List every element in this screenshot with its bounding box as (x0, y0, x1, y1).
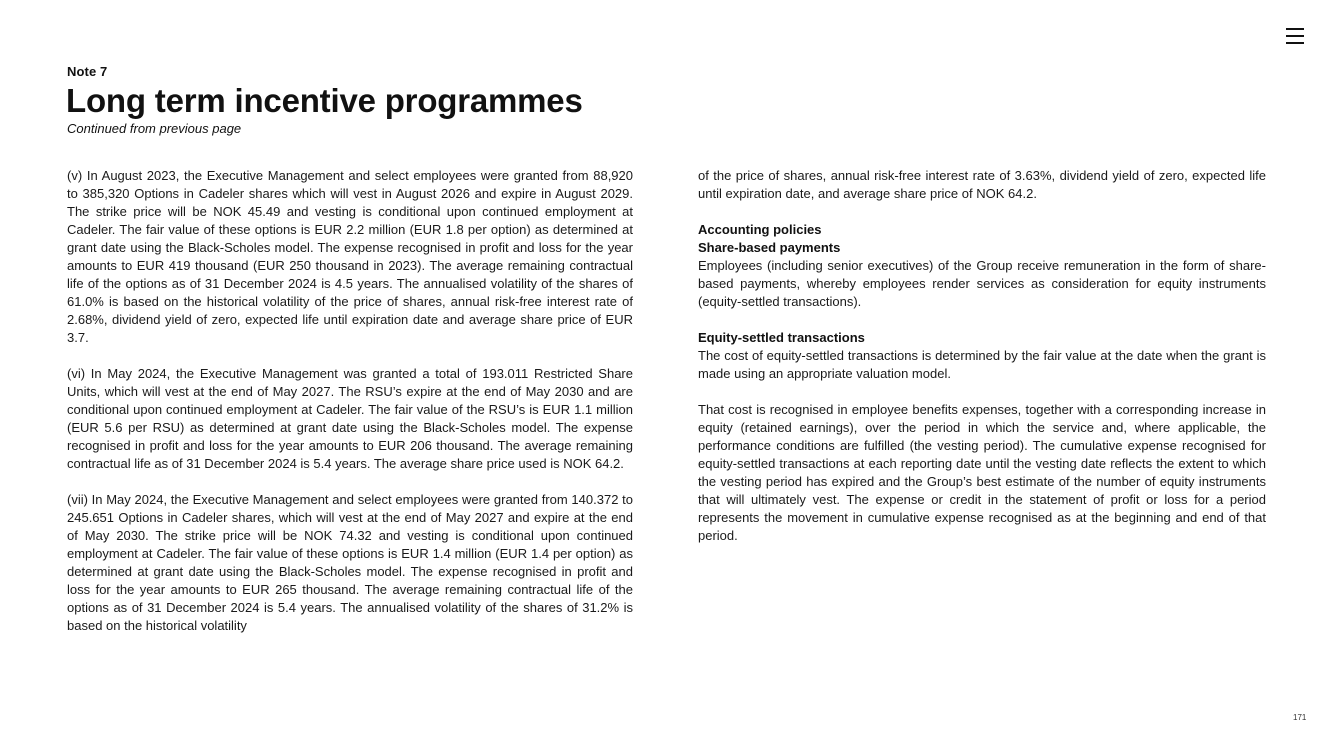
paragraph-grant-vii: (vii) In May 2024, the Executive Management and select employees were granted from 140.372 to 245.651 Options in Cadeler shares, which will vest at the end of May 2027 and expire at the end of May 2030. The strike price will be NOK 74.32 and vesting is conditional upon continued employment at Cadeler. The fair value of these options is EUR 1.4 million (EUR 1.4 per option) as determined at grant date using the Black-Scholes model. The expense recognised in profit and loss for the year amounts to EUR 265 thousand. The average remaining contractual life of the options as of 31 December 2024 is 5.4 years. The annualised volatility of the shares of 31.2% is based on the historical volatility (67, 492, 633, 633)
page-title: Long term incentive programmes (66, 82, 583, 119)
share-based-payments-heading: Share-based payments (698, 240, 841, 255)
equity-settled-section (698, 329, 1266, 383)
menu-icon[interactable] (1284, 26, 1308, 46)
page-number: 171 (1293, 713, 1307, 722)
paragraph-grant-vi: (vi) In May 2024, the Executive Management was granted a total of 193.011 Restricted Share Units, which will vest at the end of May 2027. The RSU’s expire at the end of May 2030 and are conditional upon continued employment at Cadeler. The fair value of the RSU’s is EUR 1.1 million (EUR 5.6 per RSU) as determined at grant date using the Black-Scholes model. The expense recognised in profit and loss for the year amounts to EUR 206 thousand. The average remaining contractual life as of 31 December 2024 is 5.4 years. The average share price used is NOK 64.2. (67, 366, 633, 471)
share-based-payments-text: Employees (including senior executives) of the Group receive remuneration in the form of share-based payments, whereby employees render services as consideration for equity instruments (equity-settled transactions). (698, 258, 1266, 309)
paragraph-grant-v: (v) In August 2023, the Executive Management and select employees were granted from 88,920 to 385,320 Options in Cadeler shares which will vest in August 2026 and expire in August 2029. The strike price will be NOK 45.49 and vesting is conditional upon continued employment at Cadeler. The fair value of these options is EUR 2.2 million (EUR 1.8 per option) as determined at grant date using the Black-Scholes model. The expense recognised in profit and loss for the year amounts to EUR 419 thousand (EUR 250 thousand in 2023). The average remaining contractual life of the options as of 31 December 2024 is 4.5 years. The annualised volatility of the shares of 61.0% is based on the historical volatility of the price of shares, annual risk-free interest rate of 2.68%, dividend yield of zero, expected life until expiration date and average share price of EUR 3.7. (67, 168, 633, 345)
left-column (67, 167, 633, 635)
page-subtitle: Continued from previous page (67, 121, 242, 136)
equity-settled-text: The cost of equity-settled transactions is determined by the fair value at the date when the grant is made using an appropriate valuation model. (698, 348, 1266, 381)
accounting-policies-section (698, 221, 1266, 311)
right-column (698, 167, 1266, 545)
paragraph-continuation: of the price of shares, annual risk-free interest rate of 3.63%, dividend yield of zero, expected life until expiration date, and average share price of NOK 64.2. (698, 168, 1266, 201)
equity-settled-heading: Equity-settled transactions (698, 330, 865, 345)
note-label: Note 7 (67, 64, 108, 79)
accounting-policies-heading: Accounting policies (698, 222, 822, 237)
recognition-paragraph: That cost is recognised in employee benefits expenses, together with a corresponding increase in equity (retained earnings), over the period in which the service and, where applicable, the performance conditions are fulfilled (the vesting period). The cumulative expense recognised for equity-settled transactions at each reporting date until the vesting date reflects the extent to which the vesting period has expired and the Group’s best estimate of the number of equity instruments that will ultimately vest. The expense or credit in the statement of profit or loss for a period represents the movement in cumulative expense recognised as at the beginning and end of that period. (698, 402, 1266, 543)
